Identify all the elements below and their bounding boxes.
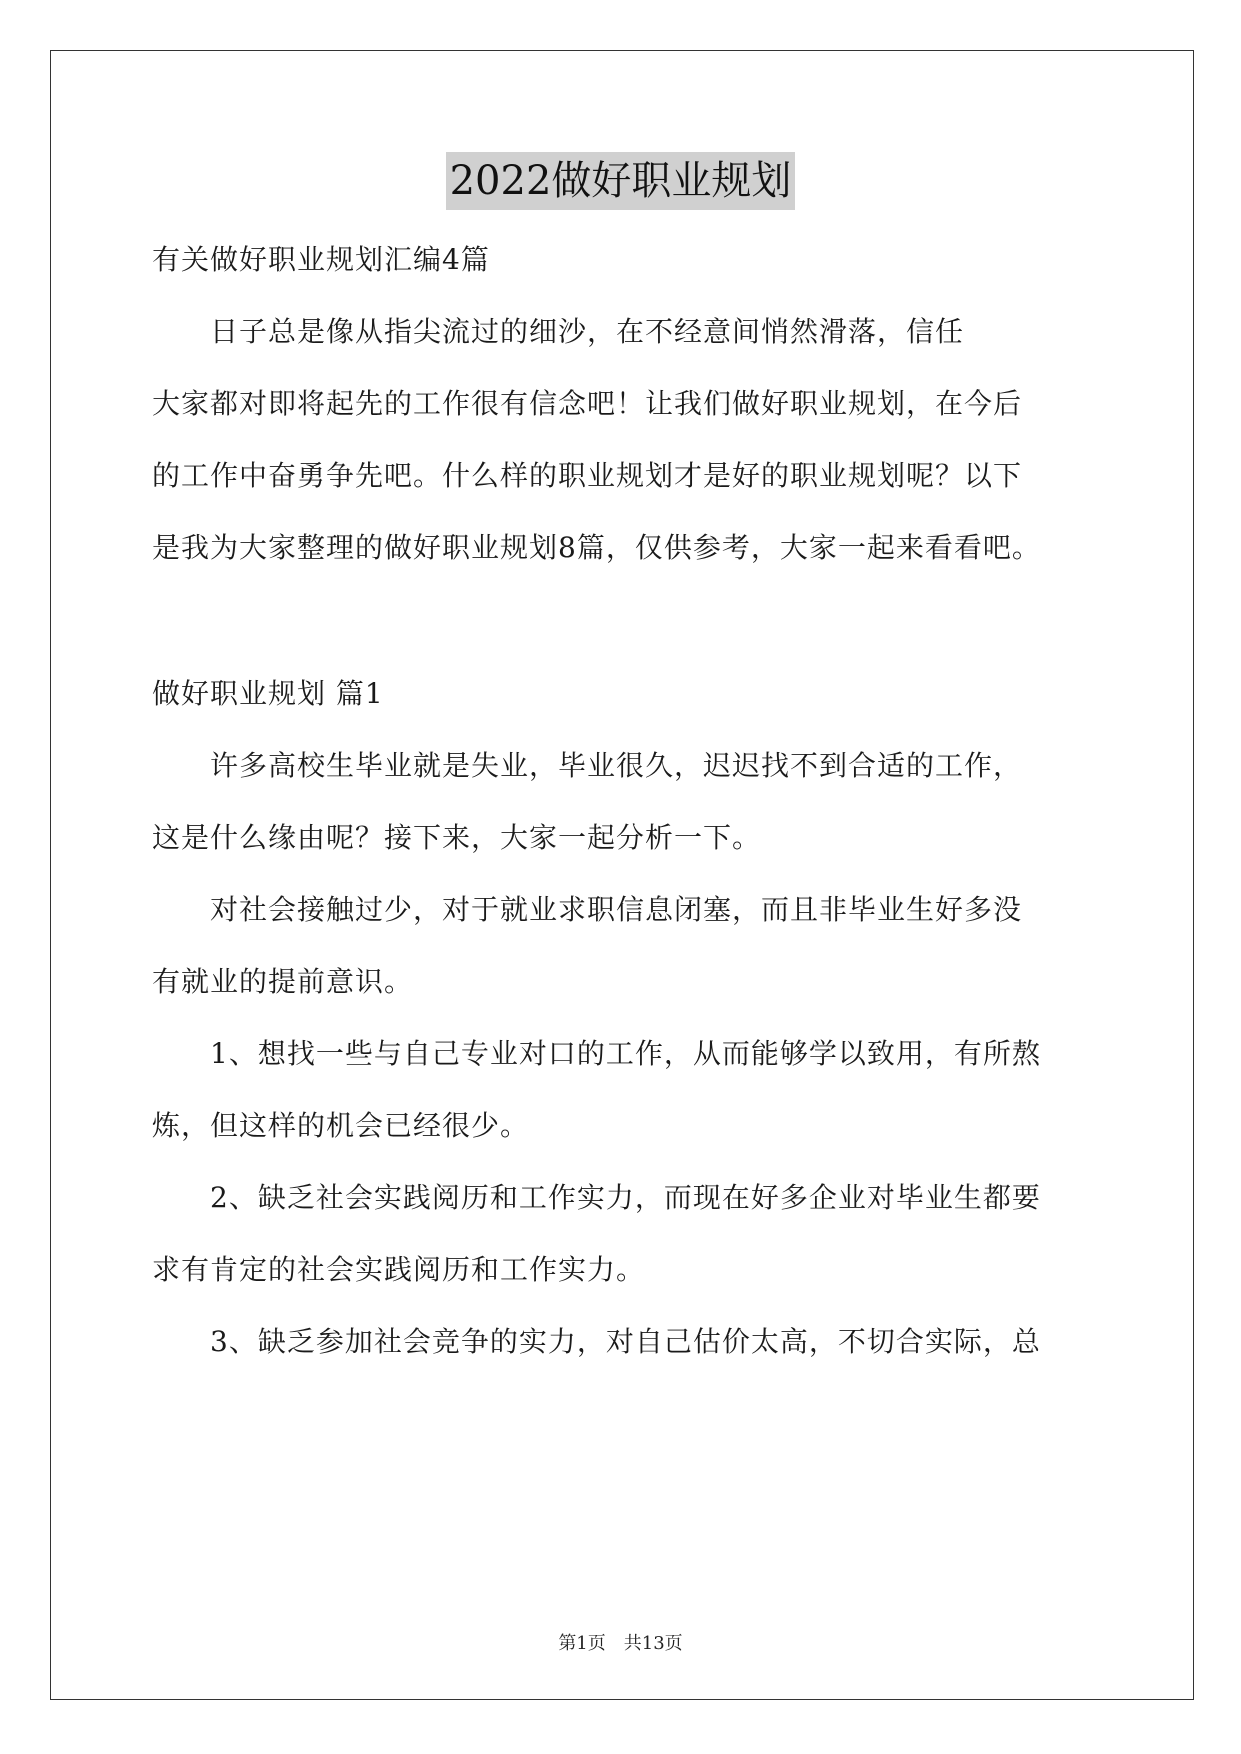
page-footer: 第1页 共13页 [558,1633,683,1654]
section-heading: 做好职业规划 篇1 [152,677,384,710]
body-line: 2、缺乏社会实践阅历和工作实力，而现在好多企业对毕业生都要 [152,1181,1041,1214]
page-border [50,50,1194,1700]
intro-line: 大家都对即将起先的工作很有信念吧！让我们做好职业规划，在今后 [152,387,1023,420]
body-line: 这是什么缘由呢？接下来，大家一起分析一下。 [152,821,762,854]
intro-line: 的工作中奋勇争先吧。什么样的职业规划才是好的职业规划呢？以下 [152,459,1023,492]
intro-line: 是我为大家整理的做好职业规划8篇，仅供参考，大家一起来看看吧。 [152,531,1041,564]
body-line: 3、缺乏参加社会竞争的实力，对自己估价太高，不切合实际，总 [152,1325,1041,1358]
document-title: 2022做好职业规划 [446,152,796,210]
body-line: 对社会接触过少，对于就业求职信息闭塞，而且非毕业生好多没 [152,893,1023,926]
body-line: 许多高校生毕业就是失业，毕业很久，迟迟找不到合适的工作， [152,749,1023,782]
body-line: 炼，但这样的机会已经很少。 [152,1109,530,1142]
body-line: 求有肯定的社会实践阅历和工作实力。 [152,1253,646,1286]
title-container [0,152,1241,210]
document-subtitle: 有关做好职业规划汇编4篇 [152,243,490,276]
body-line: 有就业的提前意识。 [152,965,414,998]
body-line: 1、想找一些与自己专业对口的工作，从而能够学以致用，有所熬 [152,1037,1041,1070]
intro-line: 日子总是像从指尖流过的细沙，在不经意间悄然滑落，信任 [152,315,965,348]
